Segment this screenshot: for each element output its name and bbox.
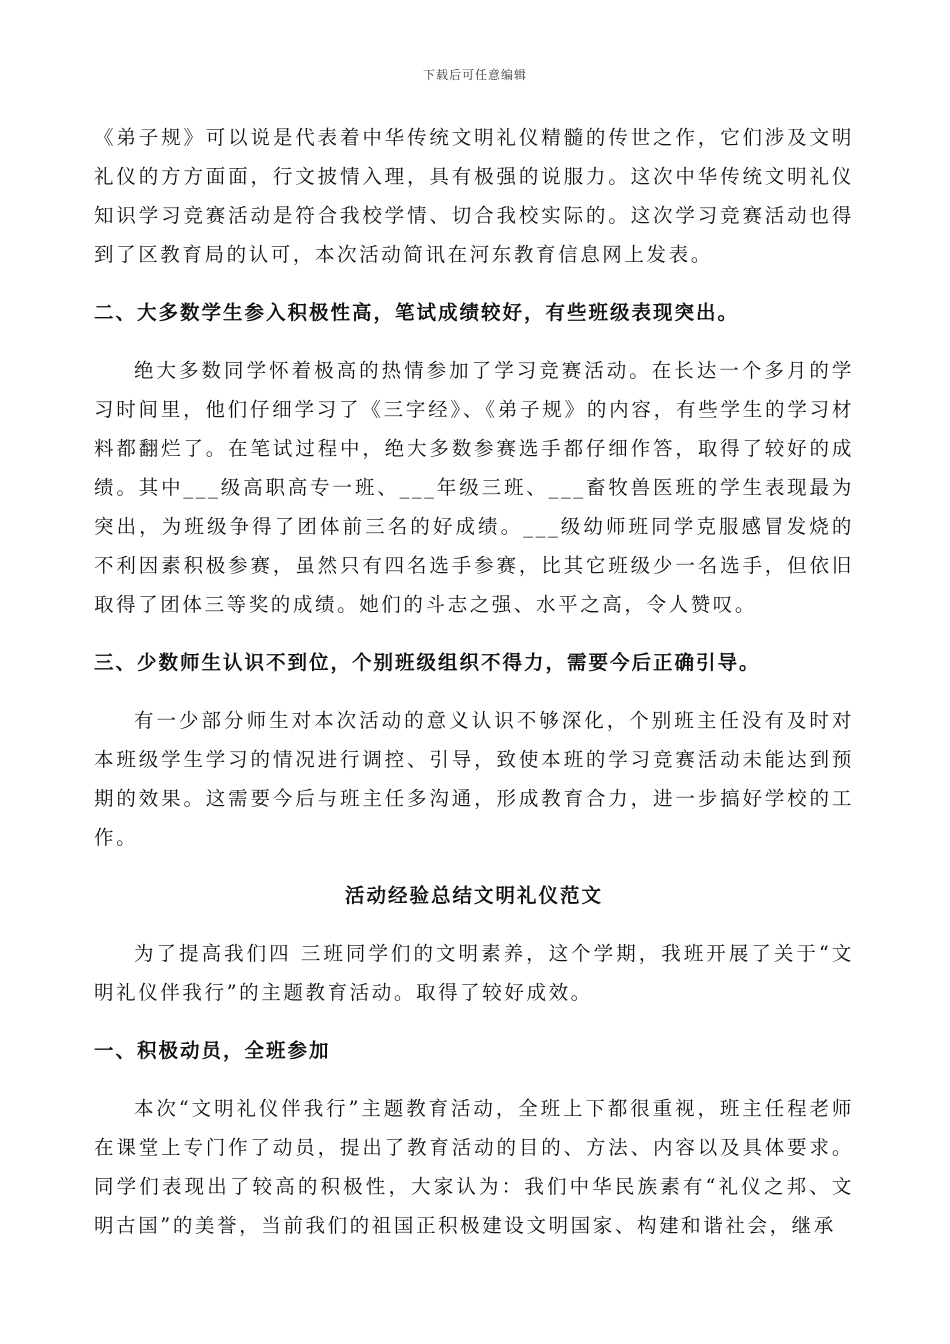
spacer bbox=[94, 915, 854, 934]
spacer bbox=[94, 1012, 854, 1031]
header-note: 下载后可任意编辑 bbox=[422, 68, 527, 82]
paragraph-2: 绝大多数同学怀着极高的热情参加了学习竞赛活动。在长达一个多月的学习时间里，他们仔细学习了《三字经》、《弟子规》的内容，有些学生的学习材料都翻烂了。在笔试过程中，绝大多数参赛选手都仔细作答，取得了较好的成绩。其中___级高职高专一班、___年级三班、___畜牧兽医班的学生表现最为突出，为班级争得了团体前三名的好成绩。___级幼师班同学克服感冒发烧的不利因素积极参赛，虽然只有四名选手参赛，比其它班级少一名选手，但依旧取得了团体三等奖的成绩。她们的斗志之强、水平之高，令人赞叹。 bbox=[94, 359, 854, 616]
spacer bbox=[94, 332, 854, 351]
spacer bbox=[94, 274, 854, 293]
spacer bbox=[94, 682, 854, 701]
paragraph-1: 《弟子规》可以说是代表着中华传统文明礼仪精髓的传世之作，它们涉及文明礼仪的方方面面，行文披情入理，具有极强的说服力。这次中华传统文明礼仪知识学习竞赛活动是符合我校学情、切合我校实际的。这次学习竞赛活动也得到了区教育局的认可，本次活动简讯在河东教育信息网上发表。 bbox=[94, 126, 854, 266]
section-heading-1b: 一、积极动员，全班参加 bbox=[94, 1039, 331, 1062]
spacer bbox=[94, 857, 854, 876]
paragraph-3: 有一少部分师生对本次活动的意义认识不够深化，个别班主任没有及时对本班级学生学习的情况进行调控、引导，致使本班的学习竞赛活动未能达到预期的效果。这需要今后与班主任多沟通，形成教育合力，进一步搞好学校的工作。 bbox=[94, 709, 854, 849]
document-body bbox=[94, 118, 854, 1245]
section-heading-3: 三、少数师生认识不到位，个别班级组织不得力，需要今后正确引导。 bbox=[94, 651, 761, 674]
spacer bbox=[94, 1070, 854, 1089]
paragraph-4: 为了提高我们四 三班同学们的文明素养，这个学期，我班开展了关于“文明礼仪伴我行”的主题教育活动。取得了较好成效。 bbox=[94, 942, 854, 1004]
article-title: 活动经验总结文明礼仪范文 bbox=[344, 884, 603, 907]
paragraph-5: 本次“文明礼仪伴我行”主题教育活动，全班上下都很重视，班主任程老师在课堂上专门作了动员，提出了教育活动的目的、方法、内容以及具体要求。同学们表现出了较高的积极性，大家认为：我们中华民族素有“礼仪之邦、文明古国”的美誉，当前我们的祖国正积极建设文明国家、构建和谐社会，继承 bbox=[94, 1097, 854, 1237]
spacer bbox=[94, 624, 854, 643]
section-heading-2: 二、大多数学生参入积极性高，笔试成绩较好，有些班级表现突出。 bbox=[94, 301, 740, 324]
